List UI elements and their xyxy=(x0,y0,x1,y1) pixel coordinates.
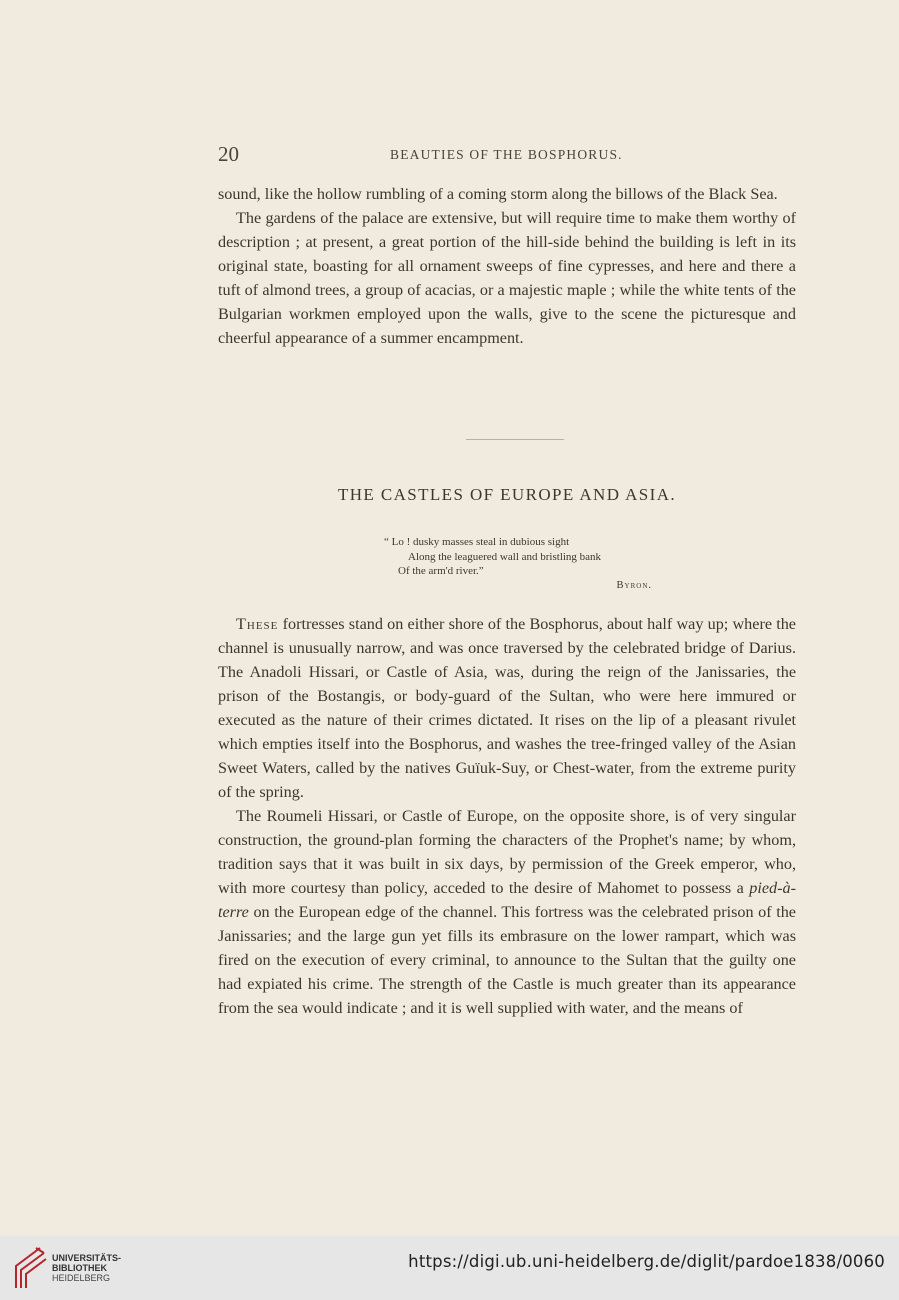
italic-phrase: pied-à-terre xyxy=(218,879,796,921)
paragraph-text: fortresses stand on either shore of the Bosphorus, about half way up; where the channel is unusually narrow, and was once traversed by the celebrated bridge of Darius. The Anadoli Hissari, or Castle of Asia, was, during the reign of the Janissaries, the prison of the Bostangis, or body-guard of the Sultan, who were here immured or executed as the nature of their crimes dictated. It rises on the lip of a pleasant rivulet which empties itself into the Bosphorus, and washes the tree-fringed valley of the Asian Sweet Waters, called by the natives Guïuk-Suy, or Chest-water, from the extreme purity of the spring. xyxy=(218,615,796,801)
paragraph: The gardens of the palace are extensive, but will require time to make them worthy of description ; at present, a great portion of the hill-side behind the building is left in its original state, boasting for all ornament sweeps of fine cypresses, and here and there a tuft of almond trees, a group of acacias, or a majestic maple ; while the white tents of the Bulgarian workmen employed upon the walls, give to the scene the picturesque and cheerful appearance of a summer encampment. xyxy=(218,209,796,347)
section-title: THE CASTLES OF EUROPE AND ASIA. xyxy=(337,485,677,504)
section-divider xyxy=(466,439,564,440)
page-header xyxy=(218,142,796,172)
running-head: BEAUTIES OF THE BOSPHORUS. xyxy=(390,147,623,162)
epigraph xyxy=(384,535,674,593)
viewer-footer xyxy=(0,1236,899,1300)
library-name-line: BIBLIOTHEK xyxy=(52,1263,107,1273)
permalink-url[interactable]: https://digi.ub.uni-heidelberg.de/diglit/pardoe1838/0060 xyxy=(408,1252,885,1271)
epigraph-line: Along the leaguered wall and bristling bank xyxy=(408,550,602,563)
page-number: 20 xyxy=(218,142,239,166)
library-name-line: HEIDELBERG xyxy=(52,1273,111,1283)
epigraph-attribution: Byron. xyxy=(616,579,652,591)
paragraph-text: The Roumeli Hissari, or Castle of Europe, on the opposite shore, is of very singular construction, the ground-plan forming the characters of the Prophet's name; by whom, tradition says that it was built in six days, by permission of the Greek emperor, who, with more courtesy than policy, acceded to the desire of Mahomet to possess a xyxy=(218,807,796,897)
paragraph-text: on the European edge of the channel. This fortress was the celebrated prison of the Janissaries; and the large gun yet fills its embrasure on the lower rampart, which was fired on the execution of every criminal, to announce to the Sultan that the guilty one had expiated his crime. The strength of the Castle is much greater than its appearance from the sea would indicate ; and it is well supplied with water, and the means of xyxy=(218,903,796,1017)
paragraph: sound, like the hollow rumbling of a coming storm along the billows of the Black Sea. xyxy=(218,185,778,203)
paragraph xyxy=(218,804,796,1020)
paragraph xyxy=(218,612,796,804)
opening-text-block xyxy=(218,182,796,350)
epigraph-line: “ Lo ! dusky masses steal in dubious sight xyxy=(384,536,570,548)
library-logo-icon[interactable] xyxy=(10,1244,48,1292)
epigraph-line: Of the arm'd river.” xyxy=(398,565,484,577)
lead-word: These xyxy=(236,615,279,633)
library-name-line: UNIVERSITÄTS- xyxy=(52,1253,122,1263)
library-name xyxy=(52,1253,121,1283)
section-text-block xyxy=(218,612,796,1020)
